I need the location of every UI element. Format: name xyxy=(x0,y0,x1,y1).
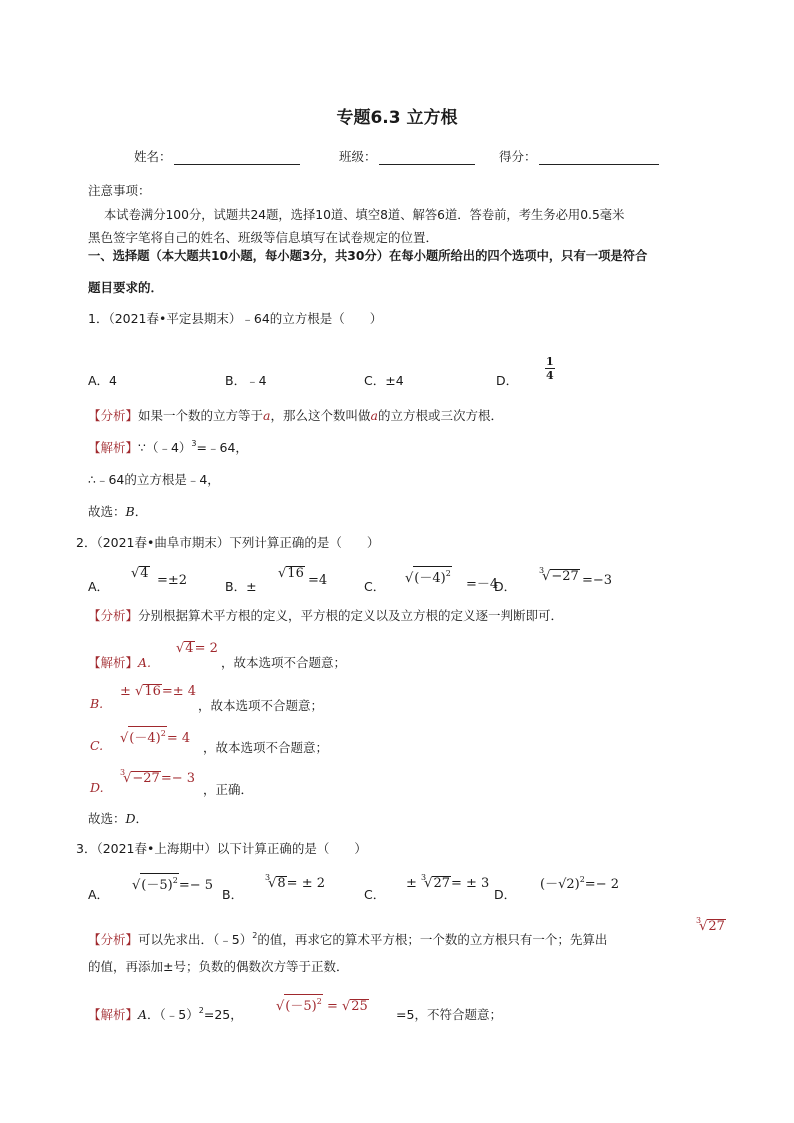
plus-minus: ± xyxy=(406,876,417,891)
answer-value: B xyxy=(125,504,135,519)
q3-option-b[interactable]: B． xyxy=(222,887,244,902)
q3-option-d-expr xyxy=(540,873,619,892)
root-index: 3 xyxy=(120,768,126,777)
q1-solution xyxy=(88,438,248,456)
q2-sol-b-text: ，故本选项不合题意； xyxy=(198,698,324,713)
q2-option-a-rhs: =±2 xyxy=(157,573,188,588)
rhs: = ± 3 xyxy=(450,876,490,891)
q3-analysis-line-2: 的值，再添加±号；负数的偶数次方等于正数． xyxy=(88,959,349,974)
radicand: 8 xyxy=(277,876,286,891)
q3-sol-a-expr: $√(-5)^2 = √25$ xyxy=(276,994,369,1014)
q2-sol-b-label: B. xyxy=(90,696,104,711)
class-field[interactable] xyxy=(339,147,475,165)
q2-sol-a-expr: √4= 2 xyxy=(176,641,218,656)
class-blank[interactable] xyxy=(379,151,475,165)
q1-answer xyxy=(88,502,147,520)
sol-a-text-2: =25， xyxy=(203,1007,243,1022)
rhs: =5 xyxy=(396,1007,415,1022)
q3-solution-a xyxy=(88,1005,243,1023)
root-index: 3 xyxy=(539,566,545,575)
q1-option-d-fraction xyxy=(545,350,555,382)
q2-option-d[interactable]: D． xyxy=(494,579,517,594)
notes-line-2: 黑色签字笔将自己的姓名、班级等信息填写在试卷规定的位置． xyxy=(88,230,439,245)
analysis-tag: 【分析】 xyxy=(88,408,139,423)
radicand: −27 xyxy=(132,771,160,786)
answer-end: ． xyxy=(134,504,148,519)
class-label: 班级： xyxy=(339,149,377,164)
q2-sol-c-label: C. xyxy=(90,738,104,753)
section-heading-line-1: 一、选择题（本大题共10小题，每小题3分，共30分）在每小题所给出的四个选项中，只有一项是符合 xyxy=(88,249,648,263)
sol-a-text-1: ．（﹣5） xyxy=(147,1007,199,1022)
q2-option-b-rhs: =4 xyxy=(308,573,328,588)
radicand: 16 xyxy=(287,566,304,581)
analysis-text-1: 可以先求出．（﹣5） xyxy=(138,932,253,947)
analysis-tag: 【分析】 xyxy=(88,608,139,623)
radicand: (－4) xyxy=(414,571,446,586)
q1-analysis xyxy=(88,406,503,424)
answer-label: 故选： xyxy=(88,811,126,826)
rhs: =− 3 xyxy=(160,771,196,786)
notes-line-1: 本试卷满分100分，试题共24题，选择10道、填空8道、解答6道．答卷前，考生务必用0.5毫米 xyxy=(104,208,625,222)
q2-option-d-rhs: =−3 xyxy=(582,573,613,588)
q3-analysis-line-1 xyxy=(88,930,607,948)
q3-option-c-expr: ± $^3$√27= ± 3 xyxy=(406,873,490,891)
plus-minus: ± xyxy=(120,684,131,699)
solution-tag: 【解析】 xyxy=(88,1007,139,1022)
q2-stem: 2．（2021春•曲阜市期末）下列计算正确的是（ ） xyxy=(76,535,380,550)
solution-exponent: 3 xyxy=(191,439,197,448)
sol-a-exponent: 2 xyxy=(198,1006,204,1015)
analysis-text-3: 的立方根或三次方根． xyxy=(377,408,503,423)
base: (－√2) xyxy=(540,877,580,892)
radicand: 4 xyxy=(140,566,149,581)
fraction-numerator: 1 xyxy=(546,355,554,368)
q2-sol-d-label: D. xyxy=(90,780,104,795)
sol-a-label: A. xyxy=(138,655,152,670)
q1-option-a[interactable]: A．4 xyxy=(88,373,118,388)
answer-end: ． xyxy=(135,811,149,826)
rhs: = 2 xyxy=(194,641,218,656)
radicand-exponent: 2 xyxy=(445,569,451,578)
radicand-2: 25 xyxy=(351,999,368,1014)
var-a: a xyxy=(370,408,378,423)
radicand: 27 xyxy=(708,919,725,934)
q2-sol-d-expr: $^3$√−27=− 3 xyxy=(120,768,196,786)
q2-answer xyxy=(88,809,148,827)
radicand-1-exponent: 2 xyxy=(316,997,322,1006)
analysis-text-1: 如果一个数的立方等于 xyxy=(138,408,264,423)
rhs: =± 4 xyxy=(161,684,197,699)
q2-sol-c-expr: $√(-4)^2= 4$ xyxy=(120,726,190,746)
solution-text-1: ∵（﹣4） xyxy=(138,440,192,455)
q2-option-a[interactable]: A． xyxy=(88,579,110,594)
analysis-tag: 【分析】 xyxy=(88,932,139,947)
q1-option-d[interactable] xyxy=(496,371,518,389)
radicand: 27 xyxy=(433,876,450,891)
root-index: 3 xyxy=(265,873,271,882)
q1-therefore: ∴﹣64的立方根是﹣4， xyxy=(88,472,220,487)
q3-option-b-expr: $^3$√8= ± 2 xyxy=(265,873,325,891)
radicand-exponent: 2 xyxy=(172,876,178,885)
solution-text-2: =﹣64， xyxy=(196,440,248,455)
exponent: 2 xyxy=(579,875,585,884)
sol-a-text-3: ，不符合题意； xyxy=(414,1007,502,1022)
analysis-text: 分别根据算术平方根的定义，平方根的定义以及立方根的定义逐一判断即可． xyxy=(138,608,564,623)
rhs: =− 5 xyxy=(178,878,214,893)
solution-tag: 【解析】 xyxy=(88,440,139,455)
q2-option-c[interactable]: C． xyxy=(364,579,386,594)
sol-a-label: A xyxy=(138,1007,148,1022)
q3-option-d[interactable]: D． xyxy=(494,887,517,902)
notes-heading: 注意事项： xyxy=(88,183,151,198)
q2-option-b-expr: √16 xyxy=(278,566,304,581)
radicand: −27 xyxy=(551,569,579,584)
q2-option-d-expr: $^3$√−27 xyxy=(539,566,579,584)
q3-option-c[interactable]: C． xyxy=(364,887,386,902)
name-label: 姓名： xyxy=(134,149,172,164)
var-a: a xyxy=(263,408,271,423)
q2-sol-c-text: ，故本选项不合题意； xyxy=(203,740,329,755)
q2-option-c-rhs: =－4 xyxy=(466,577,499,592)
score-blank[interactable] xyxy=(539,151,659,165)
q3-analysis-cbrt: $^3$√27 xyxy=(696,916,725,934)
answer-value: D xyxy=(125,811,136,826)
q2-sol-a-text: ，故本选项不合题意； xyxy=(221,655,347,670)
q3-sol-a-tail xyxy=(396,1005,502,1023)
q2-sol-d-text: ，正确． xyxy=(203,782,254,797)
score-field[interactable] xyxy=(499,147,659,165)
rhs: = 4 xyxy=(166,731,191,746)
q3-option-a[interactable]: A． xyxy=(88,887,110,902)
section-heading-line-2: 题目要求的． xyxy=(88,280,164,295)
radicand: (－5) xyxy=(141,878,173,893)
score-label: 得分： xyxy=(499,149,537,164)
radicand: (－4) xyxy=(129,731,161,746)
radicand-1: (－5) xyxy=(285,999,317,1014)
analysis-text-2: ，那么这个数叫做 xyxy=(270,408,371,423)
q2-solution-a xyxy=(88,653,151,671)
equals: = xyxy=(326,999,338,1014)
page-title: 专题6.3 立方根 xyxy=(336,108,458,128)
q2-analysis xyxy=(88,606,563,624)
root-index: 3 xyxy=(421,873,427,882)
q3-stem: 3．（2021春•上海期中）以下计算正确的是（ ） xyxy=(76,841,367,856)
rhs: =− 2 xyxy=(584,877,619,892)
answer-label: 故选： xyxy=(88,504,126,519)
radicand-exponent: 2 xyxy=(160,729,166,738)
q1-option-d-label: D． xyxy=(496,373,519,388)
q2-option-b[interactable]: B．± xyxy=(225,579,257,594)
analysis-text-2: 的值，再求它的算术平方根；一个数的立方根只有一个；先算出 xyxy=(257,932,608,947)
name-blank[interactable] xyxy=(174,151,300,165)
analysis-exponent: 2 xyxy=(252,931,258,940)
radicand: 4 xyxy=(185,641,194,656)
solution-tag: 【解析】 xyxy=(88,655,139,670)
fraction-denominator: 4 xyxy=(546,369,554,382)
name-field[interactable] xyxy=(134,147,300,165)
rhs: = ± 2 xyxy=(286,876,325,891)
q2-sol-b-expr: ± √16=± 4 xyxy=(120,684,197,699)
q1-option-c[interactable]: C．±4 xyxy=(364,373,404,388)
q3-option-a-expr: $√(-5)^2=- 5$ xyxy=(132,873,213,893)
radicand: 16 xyxy=(144,684,161,699)
q1-option-b[interactable]: B．﹣4 xyxy=(225,373,267,388)
q1-stem: 1．（2021春•平定县期末）﹣64的立方根是（ ） xyxy=(88,311,383,326)
root-index: 3 xyxy=(696,916,702,925)
q2-option-c-expr: $√(-4)^2$ xyxy=(405,566,452,586)
q2-option-a-expr: √4 xyxy=(131,566,149,581)
